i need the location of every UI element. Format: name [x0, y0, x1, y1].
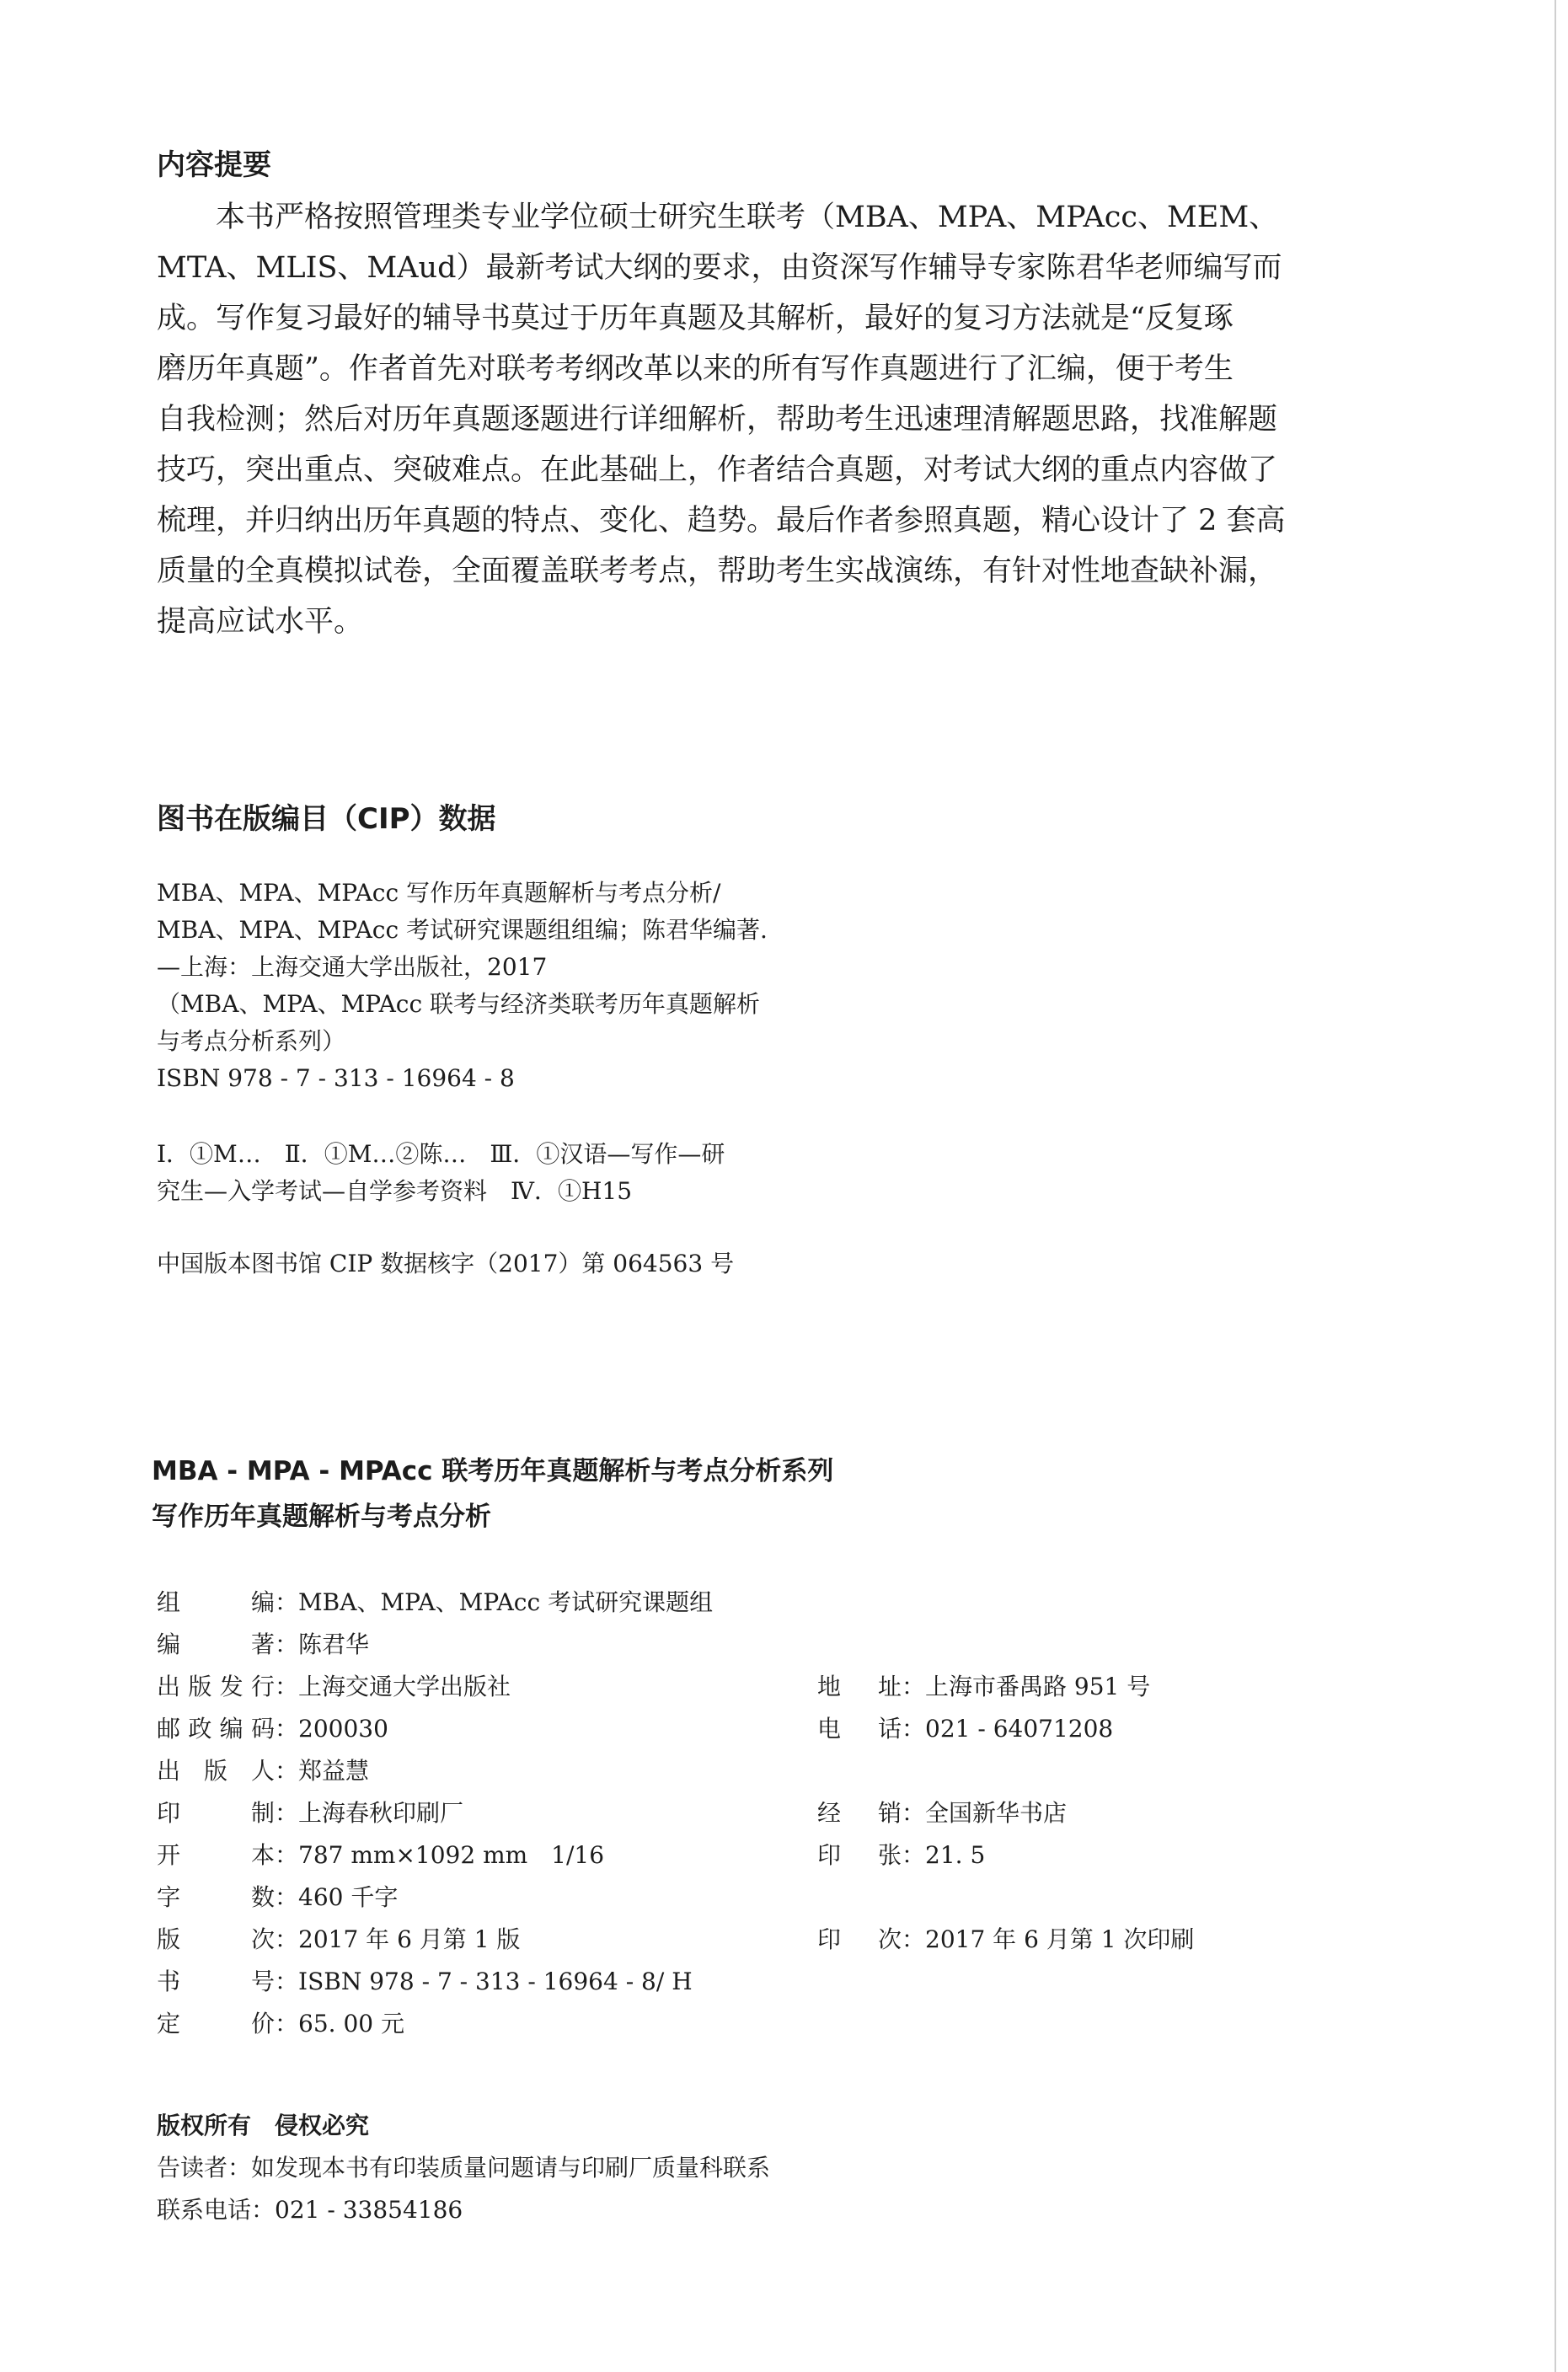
info-row	[157, 1795, 1421, 1832]
info-left-cell: 出版发行：上海交通大学出版社	[157, 1673, 511, 1700]
cip-classification	[157, 1136, 725, 1210]
abstract-heading: 内容提要	[157, 148, 271, 182]
info-left-cell: 版次：2017 年 6 月第 1 版	[157, 1925, 521, 1953]
cip-record-number	[157, 1245, 734, 1282]
record-number-line: 中国版本图书馆 CIP 数据核字（2017）第 064563 号	[157, 1250, 735, 1277]
info-right-cell: 地址：上海市番禺路 951 号	[817, 1673, 1151, 1700]
classification-line: 究生—入学考试—自学参考资料 Ⅳ．①H15	[157, 1177, 633, 1205]
abstract-line: 技巧，突出重点、突破难点。在此基础上，作者结合真题，对考试大纲的重点内容做了	[157, 453, 1278, 487]
abstract-line: MTA、MLIS、MAud）最新考试大纲的要求，由资深写作辅导专家陈君华老师编写而	[157, 251, 1282, 285]
abstract-line: 磨历年真题”。作者首先对联考考纲改革以来的所有写作真题进行了汇编，便于考生	[157, 352, 1234, 386]
info-row	[157, 1963, 1421, 2000]
cip-line: MBA、MPA、MPAcc 写作历年真题解析与考点分析/	[157, 879, 721, 907]
abstract-line: 本书严格按照管理类专业学位硕士研究生联考（MBA、MPA、MPAcc、MEM、	[216, 201, 1279, 234]
info-right-cell: 电话：021 - 64071208	[817, 1715, 1114, 1743]
info-left-cell: 出版人：郑益慧	[157, 1757, 370, 1785]
info-left-cell: 定价：65. 00 元	[157, 2010, 404, 2037]
cip-entry	[157, 875, 768, 1097]
book-title: 写作历年真题解析与考点分析	[152, 1502, 491, 1532]
info-row	[157, 1584, 1421, 1621]
info-row	[157, 1711, 1421, 1748]
cip-line: MBA、MPA、MPAcc 考试研究课题组组编；陈君华编著.	[157, 916, 768, 944]
info-row	[157, 1753, 1421, 1790]
classification-line: Ⅰ．①M… Ⅱ．①M…②陈… Ⅲ．①汉语—写作—研	[157, 1140, 725, 1168]
info-left-cell: 开本：787 mm×1092 mm 1/16	[157, 1841, 605, 1869]
copyright-footer	[157, 2105, 770, 2231]
abstract-line: 梳理，并归纳出历年真题的特点、变化、趋势。最后作者参照真题，精心设计了 2 套高	[157, 504, 1286, 538]
series-title: MBA - MPA - MPAcc 联考历年真题解析与考点分析系列	[152, 1456, 834, 1486]
cip-line: 与考点分析系列）	[157, 1027, 346, 1055]
abstract-line: 成。写作复习最好的辅导书莫过于历年真题及其解析，最好的复习方法就是“反复琢	[157, 302, 1234, 335]
info-right-cell: 经销：全国新华书店	[817, 1799, 1068, 1827]
info-row	[157, 1879, 1421, 1916]
info-left-cell: 印制：上海春秋印刷厂	[157, 1799, 464, 1827]
abstract-line: 自我检测；然后对历年真题逐题进行详细解析，帮助考生迅速理清解题思路，找准解题	[157, 403, 1278, 436]
info-left-cell: 组编：MBA、MPA、MPAcc 考试研究课题组	[157, 1588, 714, 1616]
contact-phone: 联系电话：021 - 33854186	[157, 2196, 463, 2224]
abstract-body	[157, 192, 1303, 647]
cip-line: ISBN 978 - 7 - 313 - 16964 - 8	[157, 1064, 515, 1092]
info-right-cell: 印次：2017 年 6 月第 1 次印刷	[817, 1925, 1195, 1953]
info-left-cell: 书号：ISBN 978 - 7 - 313 - 16964 - 8/ H	[157, 1968, 693, 1995]
abstract-line: 质量的全真模拟试卷，全面覆盖联考考点，帮助考生实战演练，有针对性地查缺补漏，	[157, 554, 1278, 588]
info-row	[157, 1668, 1421, 1705]
abstract-line: 提高应试水平。	[157, 605, 364, 639]
info-row	[157, 2005, 1421, 2043]
cip-line: —上海：上海交通大学出版社，2017	[157, 953, 548, 981]
info-row	[157, 1921, 1421, 1958]
info-right-cell: 印张：21. 5	[817, 1841, 986, 1869]
info-row	[157, 1626, 1421, 1663]
copyright-notice: 版权所有 侵权必究	[157, 2112, 370, 2139]
page-edge-divider	[1555, 0, 1556, 2372]
reader-notice: 告读者：如发现本书有印装质量问题请与印刷厂质量科联系	[157, 2154, 771, 2182]
info-left-cell: 字数：460 千字	[157, 1883, 399, 1911]
info-row	[157, 1837, 1421, 1874]
info-left-cell: 编著：陈君华	[157, 1630, 370, 1658]
cip-heading: 图书在版编目（CIP）数据	[157, 802, 496, 836]
info-left-cell: 邮政编码：200030	[157, 1715, 388, 1743]
cip-line: （MBA、MPA、MPAcc 联考与经济类联考历年真题解析	[157, 990, 761, 1018]
